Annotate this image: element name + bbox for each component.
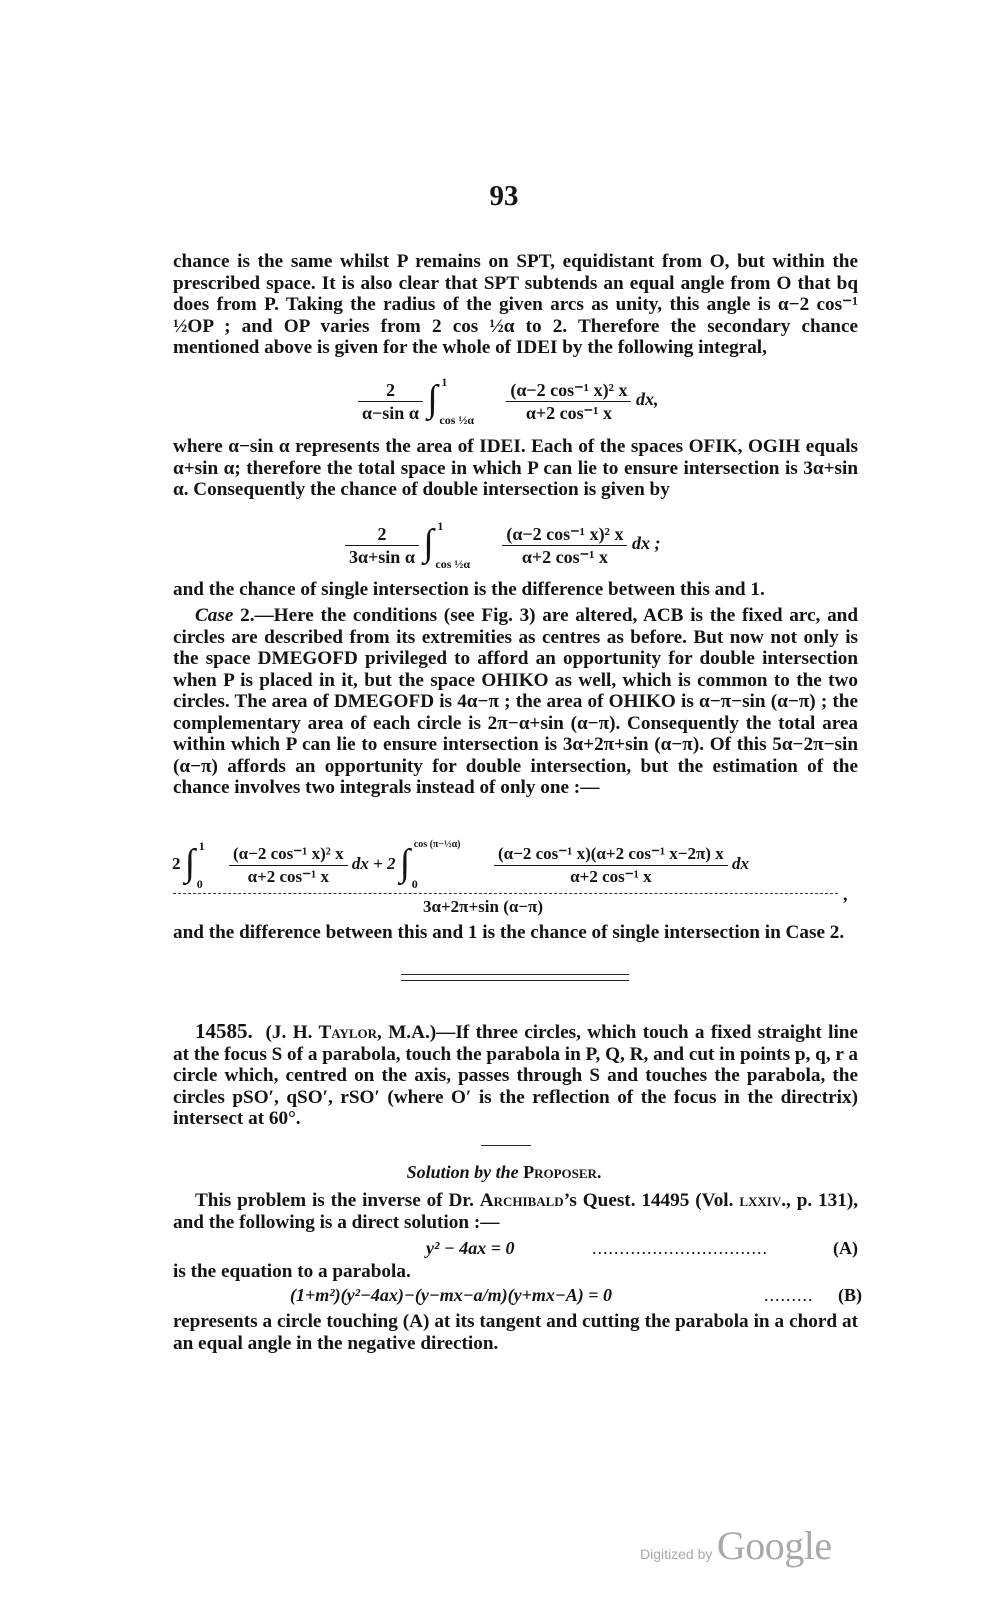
equation-a-expr: y² − 4ax = 0: [426, 1238, 515, 1258]
paragraph-3-text: and the chance of single intersection is the difference between this and 1.: [173, 579, 765, 600]
equation-a-dots: ................................: [592, 1238, 768, 1258]
equation-2: $\frac{2}{\text{3α+sin α}}$ ∫ 1 cos ½α $\frac{\text{(α−2 cos⁻¹ x)² x}}{\text{α+2 cos⁻¹ x}}$ dx ;: [345, 522, 660, 568]
solution-after-a: is the equation to a parabola.: [173, 1261, 411, 1282]
equation-a-label: (A): [833, 1238, 858, 1258]
eq1-integrand: $\frac{\text{(α−2 cos⁻¹ x)² x}}{\text{α+2 cos⁻¹ x}}$: [506, 379, 631, 424]
paragraph-1-text: chance is the same whilst P remains on SPT, equidistant from O, but within the prescribed space. It is also clear that SPT subtends an equal angle from O that bq does from P. Taking the radius of the given arcs as unity, this angle is α−2 cos⁻¹ ½OP ; and OP varies from 2 cos ½α to 2. Therefore the secondary chance mentioned above is given for the whole of IDEI by the following integral,: [173, 251, 858, 358]
problem-author: (J. H. Taylor, M.A.): [265, 1022, 437, 1043]
paragraph-5: [173, 922, 858, 944]
paragraph-3: [173, 579, 858, 601]
problem-number: 14585.: [195, 1019, 253, 1043]
section-divider: [401, 974, 629, 981]
eq3-fraction-bar: [173, 893, 838, 894]
eq3-integrand-1: $\frac{\text{(α−2 cos⁻¹ x)² x}}{\text{α+2 cos⁻¹ x}}$: [229, 843, 348, 888]
google-watermark: [640, 1522, 832, 1569]
short-divider: [481, 1145, 531, 1146]
eq3-integrand-2: $\frac{\text{(α−2 cos⁻¹ x)(α+2 cos⁻¹ x−2π) x}}{\text{α+2 cos⁻¹ x}}$: [494, 843, 728, 888]
paragraph-2-text: where α−sin α represents the area of IDEI. Each of the spaces OFIK, OGIH equals α+sin α; therefore the total space in which P can lie to ensure intersection is 3α+sin α. Consequently the chance of double intersection is given by: [173, 436, 858, 500]
watermark-prefix: Digitized by: [640, 1546, 713, 1562]
paragraph-2: [173, 436, 858, 501]
solution-after-b: represents a circle touching (A) at its tangent and cutting the parabola in a chord at an equal angle in the negative direction.: [173, 1311, 858, 1354]
page-number: 93: [489, 180, 519, 212]
equation-a: [426, 1238, 858, 1259]
equation-b: [290, 1285, 862, 1306]
paragraph-1: [173, 251, 858, 359]
case-2-text: 2.—Here the conditions (see Fig. 3) are altered, ACB is the fixed arc, and circles are described from its extremities as centres as before. But now not only is the space DMEGOFD privileged to afford an opportunity for double intersection when P is placed in it, but the space OHIKO as well, which is common to the two circles. The area of DMEGOFD is 4α−π ; the area of OHIKO is α−π−sin (α−π) ; the complementary area of each circle is 2π−α+sin (α−π). Consequently the total area within which P can lie to ensure intersection is 3α+2π+sin (α−π). Of this 5α−2π−sin (α−π) affords an opportunity for double intersection, but the estimation of the chance involves two integrals instead of only one :—: [173, 605, 858, 798]
eq2-integral-sign: ∫ 1 cos ½α: [423, 519, 471, 571]
solution-heading: Solution by the Proposer.: [406, 1162, 602, 1182]
eq2-coefficient: $\frac{2}{\text{3α+sin α}}$: [345, 523, 419, 568]
eq2-integrand: $\frac{\text{(α−2 cos⁻¹ x)² x}}{\text{α+2 cos⁻¹ x}}$: [502, 523, 627, 568]
eq3-overall-denominator: 3α+2π+sin (α−π): [423, 897, 544, 916]
equation-b-expr: (1+m²)(y²−4ax)−(y−mx−a/m)(y+mx−A) = 0: [290, 1285, 613, 1305]
paragraph-5-text: and the difference between this and 1 is the chance of single intersection in Case 2.: [173, 922, 845, 943]
eq3-end-punct: ,: [843, 884, 848, 904]
paragraph-case-2: [173, 605, 858, 799]
solution-intro: This problem is the inverse of Dr. Archibald’s Quest. 14495 (Vol. lxxiv., p. 131), and the following is a direct solution :—: [173, 1190, 859, 1233]
problem-text: —If three circles, which touch a fixed straight line at the focus S of a parabola, touch the parabola in P, Q, R, and cut in points p, q, r a circle which, centred on the axis, passes through S and touches the parabola, the circles pSO′, qSO′, rSO′ (where O′ is the reflection of the focus in the directrix) intersect at 60°.: [173, 1022, 858, 1129]
google-logo: Google: [716, 1523, 832, 1568]
equation-b-dots: .........: [764, 1285, 814, 1305]
eq3-integral-1: ∫ 1 0: [184, 839, 205, 891]
equation-1: $\frac{2}{\text{α−sin α}}$ ∫ 1 cos ½α $\frac{\text{(α−2 cos⁻¹ x)² x}}{\text{α+2 cos⁻¹ x}}$ dx,: [358, 378, 658, 424]
eq3-integral-2: ∫ cos (π−½α) 0: [399, 839, 461, 891]
eq1-integral-sign: ∫ 1 cos ½α: [427, 375, 475, 427]
problem-14585: [173, 1021, 858, 1130]
case-label: Case: [195, 605, 234, 626]
equation-b-label: (B): [838, 1285, 862, 1305]
eq1-coefficient: $\frac{2}{\text{α−sin α}}$: [358, 379, 423, 424]
equation-3: 2 ∫ 1 0 $\frac{\text{(α−2 cos⁻¹ x)² x}}{\text{α+2 cos⁻¹ x}}$ dx + 2 ∫ cos (π−½α) 0 $\frac{\text{(α−2 cos⁻¹ x)(α+2 cos⁻¹ x−2π) x}}{\text{α+2 cos⁻¹ x}}$ dx: [172, 839, 749, 891]
